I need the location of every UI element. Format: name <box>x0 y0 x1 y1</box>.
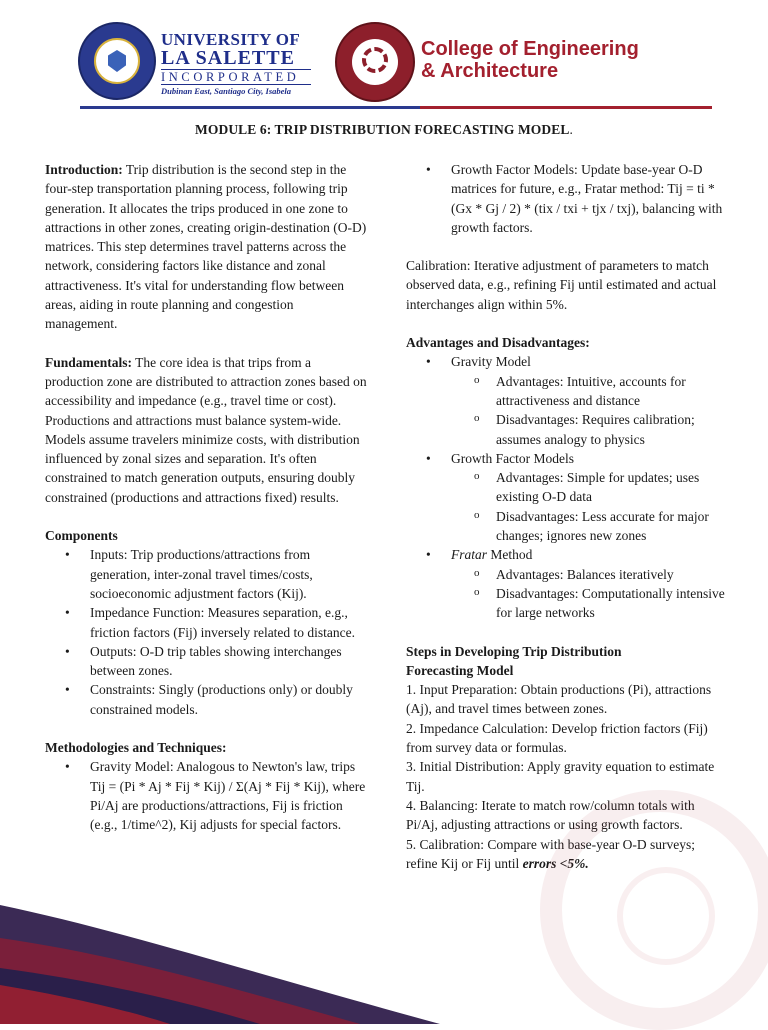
letterhead <box>0 0 768 110</box>
list-item: o Advantages: Intuitive, accounts for attractiveness and distance <box>406 372 726 411</box>
list-item: o Disadvantages: Less accurate for major changes; ignores new zones <box>406 507 726 546</box>
left-column <box>45 160 367 835</box>
page-title-period: . <box>569 122 573 137</box>
advantages-heading: Advantages and Disadvantages: <box>406 335 590 351</box>
fundamentals-label: Fundamentals: <box>45 354 133 370</box>
right-column <box>406 160 726 873</box>
gravity-model-label: Gravity Model <box>451 354 531 370</box>
step-5-text: 5. Calibration: Compare with base-year O-D surveys; refine Kij or Fij until <box>406 836 696 871</box>
fratar-suffix: Method <box>487 547 533 563</box>
gravity-sublist <box>406 372 726 449</box>
methodologies-list <box>45 757 367 834</box>
introduction-text: Trip distribution is the second step in the four-step transportation planning process, following trip generation. It allocates the trips produced in one zone to attractions in other zones, creating origin-destination (O-D) matrices. This step determines travel patterns across the network, considering factors like distance and zonal attractiveness. It's vital for understanding flow between areas, aiding in route planning and congestion management. <box>45 162 367 332</box>
fundamentals-text: The core idea is that trips from a production zone are distributed to attraction zones based on accessibility and impedance (e.g., travel time or cost). Productions and attractions must balance system-wide. Models assume travelers minimize costs, with distribution influenced by zonal sizes and separation. It's often constrained to match generation outputs, ensuring doubly constrained (productions and attractions fixed) results. <box>45 354 367 505</box>
list-item: • Impedance Function: Measures separation, e.g., friction factors (Fij) inversely related to distance. <box>45 603 367 642</box>
growth-sublist <box>406 468 726 545</box>
university-name-line3: INCORPORATED <box>161 69 311 85</box>
header-rule-blue <box>80 106 420 109</box>
fratar-sublist <box>406 565 726 623</box>
growth-factor-label: Growth Factor Models <box>451 450 574 466</box>
components-list <box>45 545 367 719</box>
list-item: • Inputs: Trip productions/attractions from generation, inter-zonal travel times/costs, socioeconomic adjustment factors (Kij). <box>45 545 367 603</box>
step-3: 3. Initial Distribution: Apply gravity equation to estimate Tij. <box>406 759 715 794</box>
calibration-paragraph: Calibration: Iterative adjustment of parameters to match observed data, e.g., refining Fij until estimated and actual interchanges align within 5%. <box>406 258 717 312</box>
list-item: o Advantages: Simple for updates; uses existing O-D data <box>406 468 726 507</box>
list-item <box>406 352 726 448</box>
college-name <box>421 38 711 82</box>
list-item: o Advantages: Balances iteratively <box>406 565 726 584</box>
university-name <box>161 31 311 98</box>
college-name-line2: & Architecture <box>421 60 559 82</box>
page-title-text: MODULE 6: TRIP DISTRIBUTION FORECASTING MODEL <box>195 122 570 137</box>
list-item: • Constraints: Singly (productions only) or doubly constrained models. <box>45 680 367 719</box>
step-4: 4. Balancing: Iterate to match row/column totals with Pi/Aj, adjusting attractions or using growth factors. <box>406 797 695 833</box>
university-name-line1: UNIVERSITY OF <box>161 30 301 49</box>
page-title <box>0 122 768 138</box>
step-2: 2. Impedance Calculation: Develop friction factors (Fij) from survey data or formulas. <box>406 720 708 756</box>
list-item: • Growth Factor Models: Update base-year O-D matrices for future, e.g., Fratar method: Tij = ti * (Gx * Gj / 2) * (tix / txi + tjx / txj), balancing with growth factors. <box>406 160 726 237</box>
list-item <box>406 545 726 622</box>
watermark-seal <box>540 790 768 1030</box>
introduction-paragraph <box>45 160 367 334</box>
header-rule-red <box>420 106 712 109</box>
step-5-emphasis: errors <5%. <box>522 855 589 871</box>
university-name-line2: LA SALETTE <box>161 47 295 69</box>
list-item: o Disadvantages: Computationally intensive for large networks <box>406 584 726 623</box>
university-seal-logo <box>78 22 156 100</box>
advantages-list <box>406 352 726 622</box>
list-item: • Outputs: O-D trip tables showing interchanges between zones. <box>45 642 367 681</box>
steps-heading: Steps in Developing Trip Distribution Forecasting Model <box>406 643 622 678</box>
fratar-label: Fratar <box>451 547 488 563</box>
list-item: o Disadvantages: Requires calibration; assumes analogy to physics <box>406 410 726 449</box>
list-item: • Gravity Model: Analogous to Newton's law, trips Tij = (Pi * Aj * Fij * Kij) / Σ(Aj * Fij * Kij), where Pi/Aj are productions/attractions, Fij is friction (e.g., 1/time^2), Kij adjusts for special factors. <box>45 757 367 834</box>
components-heading: Components <box>45 528 118 544</box>
university-address: Dubinan East, Santiago City, Isabela <box>161 86 292 96</box>
college-seal-logo <box>335 22 415 102</box>
step-1: 1. Input Preparation: Obtain productions (Pi), attractions (Aj), and travel times between zones. <box>406 682 712 717</box>
methodologies-list-continued <box>406 160 726 237</box>
college-name-line1: College of Engineering <box>421 38 639 60</box>
fundamentals-paragraph <box>45 353 367 507</box>
list-item <box>406 449 726 545</box>
methodologies-heading: Methodologies and Techniques: <box>45 740 227 756</box>
introduction-label: Introduction: <box>45 162 123 177</box>
